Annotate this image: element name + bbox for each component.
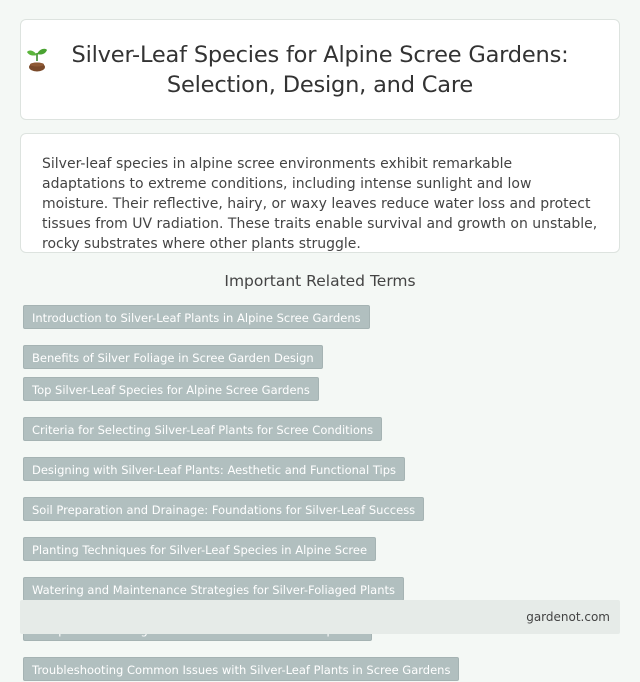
intro-card xyxy=(20,133,620,253)
page-title-line2: Selection, Design, and Care xyxy=(166,71,474,98)
page-title xyxy=(72,40,569,100)
term-tag-criteria[interactable]: Criteria for Selecting Silver-Leaf Plants for Scree Conditions xyxy=(23,417,382,441)
term-tag-troubleshooting[interactable]: Troubleshooting Common Issues with Silver-Leaf Plants in Scree Gardens xyxy=(23,657,459,681)
term-tag-intro[interactable]: Introduction to Silver-Leaf Plants in Alpine Scree Gardens xyxy=(23,305,370,329)
footer-site-link[interactable]: gardenot.com xyxy=(526,610,610,624)
term-tag-top-species[interactable]: Top Silver-Leaf Species for Alpine Scree Gardens xyxy=(23,377,319,401)
title-card xyxy=(20,19,620,120)
title-wrap xyxy=(72,40,569,100)
term-tag-soil[interactable]: Soil Preparation and Drainage: Foundations for Silver-Leaf Success xyxy=(23,497,424,521)
related-terms-heading: Important Related Terms xyxy=(224,272,416,290)
term-tag-designing[interactable]: Designing with Silver-Leaf Plants: Aesthetic and Functional Tips xyxy=(23,457,405,481)
page-title-line1: Silver-Leaf Species for Alpine Scree Gardens: xyxy=(71,41,569,68)
term-tag-planting[interactable]: Planting Techniques for Silver-Leaf Species in Alpine Scree xyxy=(23,537,376,561)
term-tag-watering[interactable]: Watering and Maintenance Strategies for Silver-Foliaged Plants xyxy=(23,577,404,601)
footer xyxy=(20,600,620,634)
sprout-icon xyxy=(24,46,50,72)
intro-paragraph: Silver-leaf species in alpine scree environments exhibit remarkable adaptations to extreme conditions, including intense sunlight and low moisture. Their reflective, hairy, or waxy leaves reduce water loss and protect tissues from UV radiation. These traits enable survival and growth on unstable, rocky substrates where other plants struggle. xyxy=(42,156,598,252)
term-tag-benefits[interactable]: Benefits of Silver Foliage in Scree Garden Design xyxy=(23,345,323,369)
